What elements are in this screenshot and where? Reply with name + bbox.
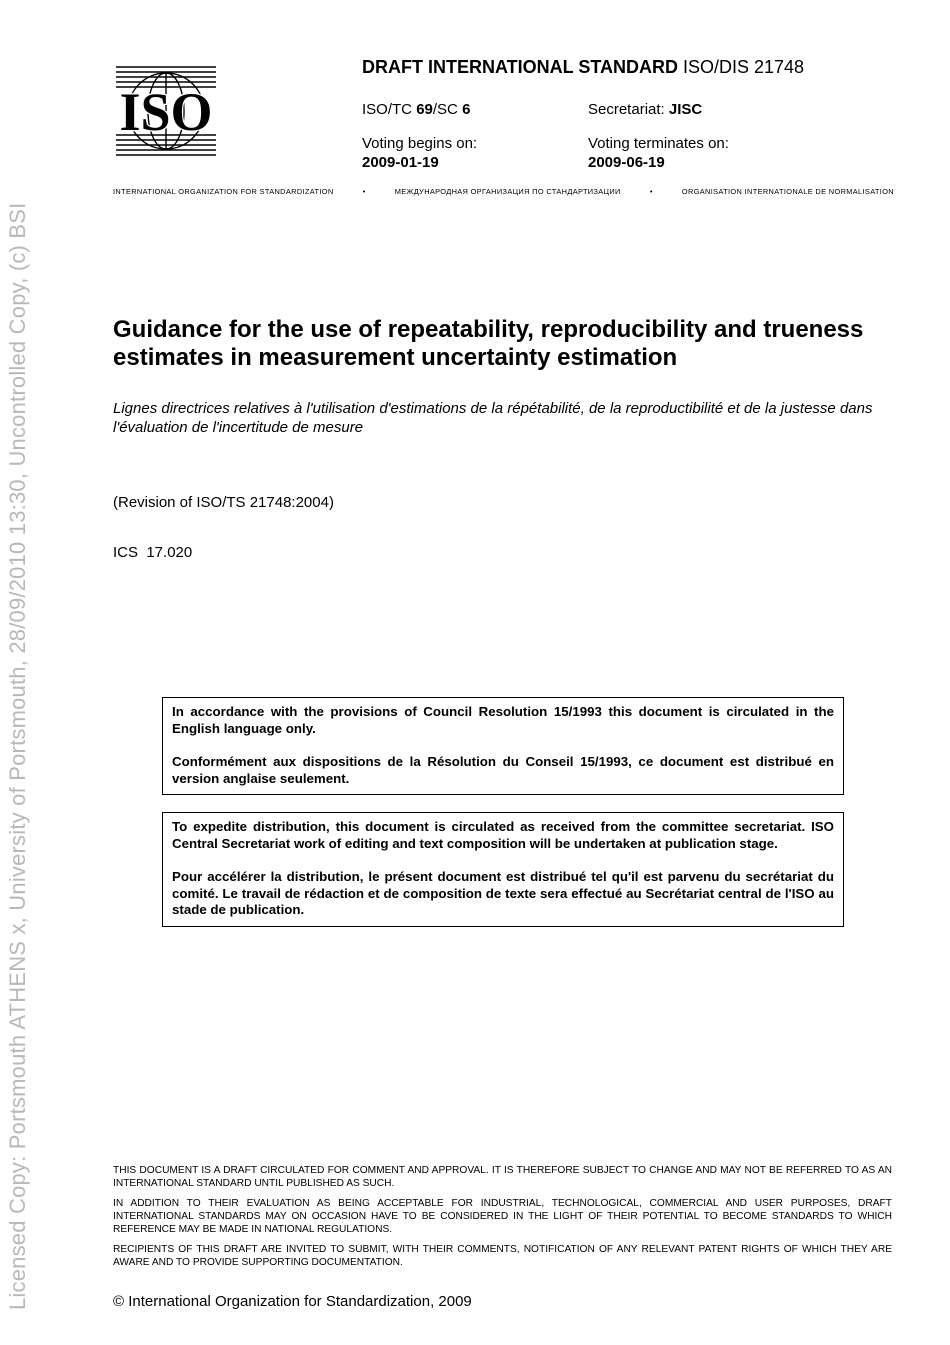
org-separator: •	[649, 187, 653, 196]
language-notice-box	[162, 697, 844, 795]
committee-prefix: ISO/TC	[362, 101, 413, 118]
committee-reference	[362, 101, 470, 118]
voting-terminates-label: Voting terminates on:	[588, 135, 729, 152]
voting-begins-label: Voting begins on:	[362, 135, 478, 152]
org-name-russian: МЕЖДУНАРОДНАЯ ОРГАНИЗАЦИЯ ПО СТАНДАРТИЗАЦИИ	[394, 187, 621, 196]
language-notice-english: In accordance with the provisions of Council Resolution 15/1993 this document is circulated in the English language only.	[172, 704, 834, 736]
draft-standard-label: DRAFT INTERNATIONAL STANDARD	[362, 57, 678, 77]
document-title-french: Lignes directrices relatives à l'utilisation d'estimations de la répétabilité, de la reproductibilité et de la justesse dans l'évaluation de l'incertitude de mesure	[113, 400, 873, 436]
voting-terminates-date: 2009-06-19	[588, 154, 665, 171]
org-name-english: INTERNATIONAL ORGANIZATION FOR STANDARDIZATION	[113, 187, 334, 196]
iso-logo-lettering: ISO	[119, 82, 213, 142]
license-watermark: Licensed Copy: Portsmouth ATHENS x, University of Portsmouth, 28/09/2010 13:30, Uncontrolled Copy, (c) BSI	[5, 202, 30, 1310]
iso-logo	[116, 64, 216, 158]
distribution-notice-box	[162, 812, 844, 927]
voting-begins-date: 2009-01-19	[362, 154, 439, 171]
distribution-notice-english: To expedite distribution, this document is circulated as received from the committee secretariat. ISO Central Secretariat work of editing and text composition will be undertaken at publication stage.	[172, 819, 834, 851]
org-separator: •	[362, 187, 366, 196]
disclaimer-paragraph: IN ADDITION TO THEIR EVALUATION AS BEING ACCEPTABLE FOR INDUSTRIAL, TECHNOLOGICAL, COMMERCIAL AND USER PURPOSES, DRAFT INTERNATIONAL STANDARDS MAY ON OCCASION HAVE TO BE CONSIDERED IN THE LIGHT OF THEIR POTENTIAL TO BECOME STANDARDS TO WHICH REFERENCE MAY BE MADE IN NATIONAL REGULATIONS.	[113, 1198, 892, 1235]
document-title-english: Guidance for the use of repeatability, reproducibility and trueness estimates in measurement uncertainty estimation	[113, 316, 864, 371]
distribution-notice-french: Pour accélérer la distribution, le présent document est distribué tel qu'il est parvenu du secrétariat du comité. Le travail de rédaction et de composition de texte sera effectué au Secrétariat central de l'ISO au stade de publication.	[172, 869, 834, 918]
secretariat-label: Secretariat:	[588, 101, 665, 118]
disclaimer-paragraph: THIS DOCUMENT IS A DRAFT CIRCULATED FOR COMMENT AND APPROVAL. IT IS THEREFORE SUBJECT TO CHANGE AND MAY NOT BE REFERRED TO AS AN INTERNATIONAL STANDARD UNTIL PUBLISHED AS SUCH.	[113, 1165, 892, 1189]
sc-number: 6	[462, 101, 471, 118]
language-notice-french: Conformément aux dispositions de la Résolution du Conseil 15/1993, ce document est distribué en version anglaise seulement.	[172, 754, 834, 786]
standard-number: ISO/DIS 21748	[683, 57, 805, 77]
secretariat	[588, 101, 702, 118]
organization-names-line	[113, 187, 894, 196]
secretariat-value: JISC	[668, 101, 703, 118]
draft-disclaimer	[113, 1164, 892, 1276]
revision-note: (Revision of ISO/TS 21748:2004)	[113, 494, 334, 511]
copyright-notice: © International Organization for Standardization, 2009	[113, 1293, 472, 1310]
disclaimer-paragraph: RECIPIENTS OF THIS DRAFT ARE INVITED TO SUBMIT, WITH THEIR COMMENTS, NOTIFICATION OF ANY RELEVANT PATENT RIGHTS OF WHICH THEY ARE AWARE AND TO PROVIDE SUPPORTING DOCUMENTATION.	[113, 1244, 892, 1268]
document-type-title	[362, 57, 804, 78]
sc-prefix: /SC	[432, 101, 458, 118]
ics-code: ICS 17.020	[113, 544, 193, 561]
tc-number: 69	[416, 101, 433, 118]
org-name-french: ORGANISATION INTERNATIONALE DE NORMALISATION	[681, 187, 894, 196]
